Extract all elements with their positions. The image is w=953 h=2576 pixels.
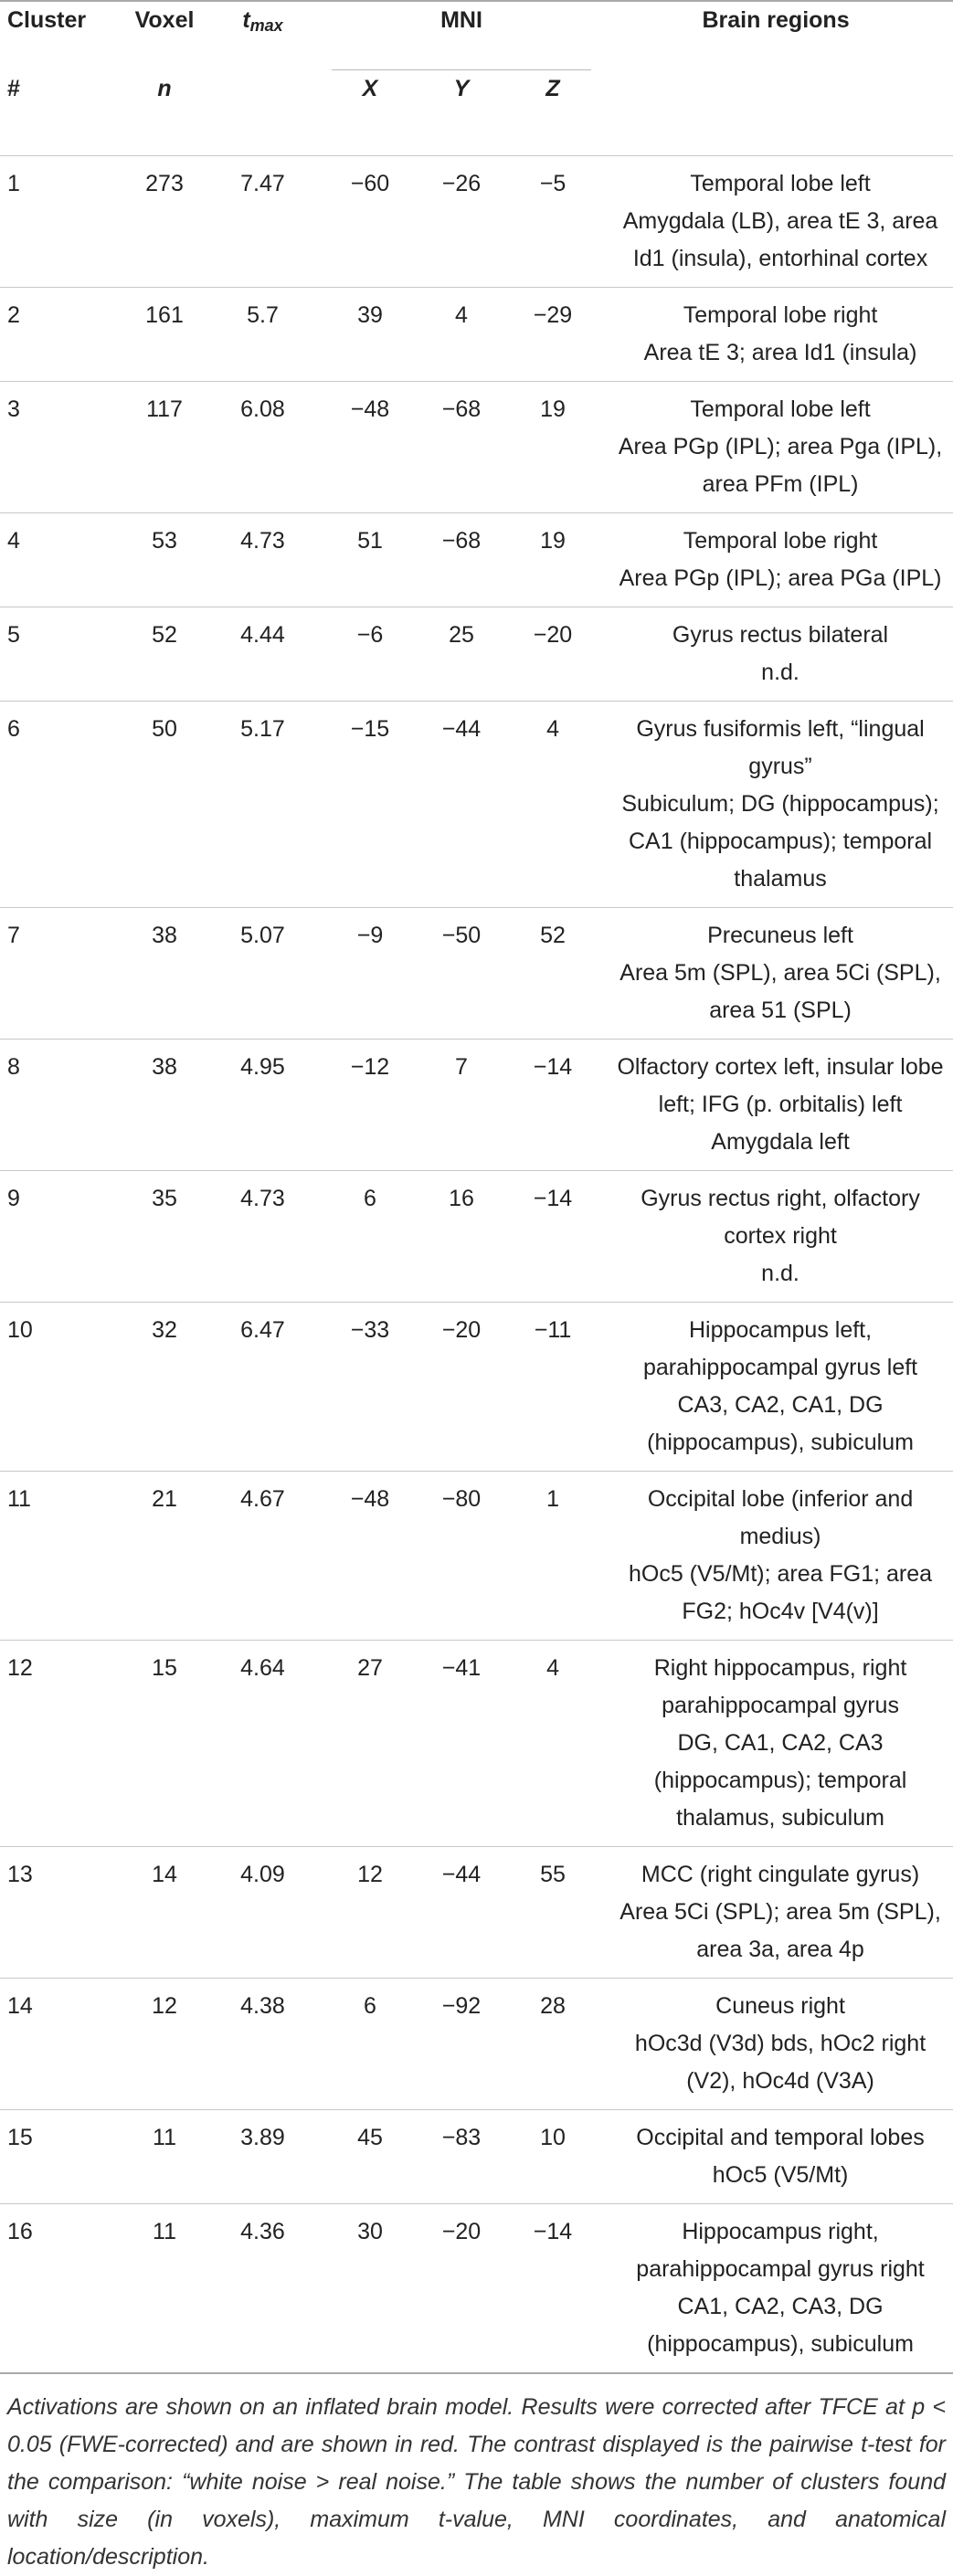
cell-cluster: 11 <box>0 1472 128 1641</box>
table-header <box>0 1 953 156</box>
cell-cluster: 14 <box>0 1979 128 2110</box>
region-primary: Temporal lobe right <box>683 528 878 554</box>
table-row <box>0 908 953 1040</box>
cell-brain-regions <box>598 1979 953 2110</box>
cell-brain-regions <box>598 1641 953 1847</box>
cell-brain-regions <box>598 908 953 1040</box>
table-footnote: Activations are shown on an inflated brain model. Results were corrected after TFCE at p < 0.05 (FWE-corrected) and are shown in red. The contrast displayed is the pairwise t-test for the comparison: “white noise > real noise.” The table shows the number of clusters found with size (in voxels), maximum t-value, MNI coordinates, and anatomical location/description. <box>7 2394 946 2570</box>
cell-tmax: 6.47 <box>201 1303 324 1472</box>
cell-y: −83 <box>416 2110 507 2204</box>
region-primary: Precuneus left <box>707 923 853 948</box>
cell-z: 19 <box>507 382 598 513</box>
cell-y: −20 <box>416 2204 507 2374</box>
cell-z: 28 <box>507 1979 598 2110</box>
cell-x: −6 <box>324 607 416 702</box>
cell-cluster: 8 <box>0 1040 128 1171</box>
cell-z: 4 <box>507 1641 598 1847</box>
cell-voxel: 38 <box>128 1040 201 1171</box>
header-empty <box>201 70 324 156</box>
cell-cluster: 10 <box>0 1303 128 1472</box>
region-detail: CA3, CA2, CA1, DG (hippocampus), subiculum <box>647 1392 914 1455</box>
cell-tmax: 4.67 <box>201 1472 324 1641</box>
region-detail: Area 5Ci (SPL); area 5m (SPL), area 3a, area 4p <box>619 1899 941 1962</box>
cell-tmax: 3.89 <box>201 2110 324 2204</box>
cell-tmax: 4.36 <box>201 2204 324 2374</box>
cell-y: −80 <box>416 1472 507 1641</box>
cell-tmax: 5.17 <box>201 702 324 908</box>
cell-cluster: 7 <box>0 908 128 1040</box>
region-primary: Gyrus fusiformis left, “lingual gyrus” <box>636 716 925 779</box>
header-t-sub: max <box>249 16 283 35</box>
cell-tmax: 5.7 <box>201 288 324 382</box>
table-row <box>0 1979 953 2110</box>
region-detail: Amygdala left <box>711 1129 850 1155</box>
table-row <box>0 156 953 288</box>
cell-tmax: 4.09 <box>201 1847 324 1979</box>
cell-x: 45 <box>324 2110 416 2204</box>
cell-brain-regions <box>598 1847 953 1979</box>
cell-z: −5 <box>507 156 598 288</box>
header-z: Z <box>545 76 560 101</box>
cell-tmax: 5.07 <box>201 908 324 1040</box>
region-primary: Right hippocampus, right parahippocampal gyrus <box>653 1655 907 1718</box>
cell-y: −41 <box>416 1641 507 1847</box>
region-detail: Area 5m (SPL), area 5Ci (SPL), area 51 (SPL) <box>619 960 941 1023</box>
cell-y: −50 <box>416 908 507 1040</box>
cell-z: 10 <box>507 2110 598 2204</box>
cell-voxel: 11 <box>128 2110 201 2204</box>
table-body <box>0 156 953 2374</box>
region-primary: Gyrus rectus right, olfactory cortex right <box>641 1186 920 1249</box>
table-row <box>0 1040 953 1171</box>
cell-z: 55 <box>507 1847 598 1979</box>
region-primary: Hippocampus right, parahippocampal gyrus right <box>636 2219 925 2282</box>
table-row <box>0 607 953 702</box>
region-detail: Amygdala (LB), area tE 3, area Id1 (insula), entorhinal cortex <box>622 208 938 271</box>
cell-brain-regions <box>598 702 953 908</box>
region-detail: hOc3d (V3d) bds, hOc2 right (V2), hOc4d (V3A) <box>634 2031 927 2094</box>
cell-z: 4 <box>507 702 598 908</box>
region-detail: n.d. <box>761 660 799 685</box>
cell-z: 52 <box>507 908 598 1040</box>
region-primary: Occipital lobe (inferior and medius) <box>647 1486 914 1549</box>
header-x: X <box>362 76 378 101</box>
table-row <box>0 1472 953 1641</box>
cell-cluster: 9 <box>0 1171 128 1303</box>
region-primary: Cuneus right <box>715 1993 845 2019</box>
cell-z: 1 <box>507 1472 598 1641</box>
cell-x: 27 <box>324 1641 416 1847</box>
cell-x: 12 <box>324 1847 416 1979</box>
header-empty-regions <box>598 70 953 156</box>
region-detail: CA1, CA2, CA3, DG (hippocampus), subiculum <box>647 2294 914 2357</box>
cell-voxel: 15 <box>128 1641 201 1847</box>
cell-tmax: 4.44 <box>201 607 324 702</box>
cell-y: 25 <box>416 607 507 702</box>
cell-brain-regions <box>598 156 953 288</box>
cell-cluster: 3 <box>0 382 128 513</box>
header-n: n <box>157 76 172 101</box>
region-detail: n.d. <box>761 1261 799 1286</box>
cell-voxel: 12 <box>128 1979 201 2110</box>
header-mni: MNI <box>324 1 598 70</box>
cell-tmax: 4.73 <box>201 1171 324 1303</box>
cell-cluster: 5 <box>0 607 128 702</box>
cell-x: −15 <box>324 702 416 908</box>
cell-voxel: 53 <box>128 513 201 607</box>
cell-y: −92 <box>416 1979 507 2110</box>
table-row <box>0 1847 953 1979</box>
table-row <box>0 288 953 382</box>
cell-tmax: 4.73 <box>201 513 324 607</box>
cell-y: −20 <box>416 1303 507 1472</box>
cell-x: −12 <box>324 1040 416 1171</box>
header-voxel: Voxel <box>128 1 201 70</box>
header-brain-regions: Brain regions <box>598 1 953 70</box>
region-detail: DG, CA1, CA2, CA3 (hippocampus); temporal thalamus, subiculum <box>653 1730 907 1831</box>
region-detail: Area PGp (IPL); area PGa (IPL) <box>619 565 942 591</box>
cell-cluster: 12 <box>0 1641 128 1847</box>
cell-voxel: 21 <box>128 1472 201 1641</box>
cell-voxel: 35 <box>128 1171 201 1303</box>
cell-brain-regions <box>598 2110 953 2204</box>
cell-x: −60 <box>324 156 416 288</box>
cell-tmax: 6.08 <box>201 382 324 513</box>
cell-brain-regions <box>598 382 953 513</box>
table-row <box>0 382 953 513</box>
cell-brain-regions <box>598 2204 953 2374</box>
cell-cluster: 15 <box>0 2110 128 2204</box>
cell-y: −44 <box>416 702 507 908</box>
cell-voxel: 117 <box>128 382 201 513</box>
region-primary: Hippocampus left, parahippocampal gyrus left <box>642 1317 918 1380</box>
cell-x: 30 <box>324 2204 416 2374</box>
cell-x: −33 <box>324 1303 416 1472</box>
region-primary: Olfactory cortex left, insular lobe left; IFG (p. orbitalis) left <box>617 1054 944 1117</box>
cell-cluster: 1 <box>0 156 128 288</box>
cell-voxel: 32 <box>128 1303 201 1472</box>
cell-cluster: 2 <box>0 288 128 382</box>
cell-tmax: 4.64 <box>201 1641 324 1847</box>
cell-x: 6 <box>324 1979 416 2110</box>
cell-brain-regions <box>598 1171 953 1303</box>
table-row <box>0 1303 953 1472</box>
cell-cluster: 13 <box>0 1847 128 1979</box>
cell-brain-regions <box>598 513 953 607</box>
region-detail: Area PGp (IPL); area Pga (IPL), area PFm (IPL) <box>618 434 943 497</box>
cell-brain-regions <box>598 607 953 702</box>
cell-tmax: 4.38 <box>201 1979 324 2110</box>
cell-y: −44 <box>416 1847 507 1979</box>
header-t-base: t <box>242 7 250 33</box>
cell-x: −48 <box>324 1472 416 1641</box>
cell-x: 51 <box>324 513 416 607</box>
cell-y: −26 <box>416 156 507 288</box>
region-detail: hOc5 (V5/Mt) <box>712 2162 849 2188</box>
region-detail: Subiculum; DG (hippocampus); CA1 (hippocampus); temporal thalamus <box>621 791 939 892</box>
table-row <box>0 1641 953 1847</box>
region-primary: Temporal lobe right <box>683 302 878 328</box>
cell-x: 39 <box>324 288 416 382</box>
cell-z: −14 <box>507 2204 598 2374</box>
cell-y: −68 <box>416 382 507 513</box>
cell-brain-regions <box>598 1040 953 1171</box>
cell-y: 16 <box>416 1171 507 1303</box>
cell-y: 7 <box>416 1040 507 1171</box>
cell-voxel: 161 <box>128 288 201 382</box>
cell-tmax: 7.47 <box>201 156 324 288</box>
cell-voxel: 273 <box>128 156 201 288</box>
header-y: Y <box>453 76 470 101</box>
cell-y: −68 <box>416 513 507 607</box>
cell-voxel: 38 <box>128 908 201 1040</box>
cell-cluster: 6 <box>0 702 128 908</box>
cell-z: −14 <box>507 1171 598 1303</box>
table-row <box>0 2110 953 2204</box>
cell-voxel: 50 <box>128 702 201 908</box>
table-row <box>0 702 953 908</box>
region-primary: Gyrus rectus bilateral <box>672 622 889 648</box>
region-detail: hOc5 (V5/Mt); area FG1; area FG2; hOc4v [V4(v)] <box>628 1561 933 1624</box>
cell-voxel: 11 <box>128 2204 201 2374</box>
cell-y: 4 <box>416 288 507 382</box>
cell-x: −9 <box>324 908 416 1040</box>
cell-x: −48 <box>324 382 416 513</box>
region-detail: Area tE 3; area Id1 (insula) <box>643 340 917 365</box>
cell-z: −14 <box>507 1040 598 1171</box>
cell-cluster: 4 <box>0 513 128 607</box>
table-row <box>0 1171 953 1303</box>
cell-cluster: 16 <box>0 2204 128 2374</box>
cell-brain-regions <box>598 1303 953 1472</box>
cell-z: −11 <box>507 1303 598 1472</box>
table-row <box>0 2204 953 2374</box>
cell-voxel: 14 <box>128 1847 201 1979</box>
region-primary: MCC (right cingulate gyrus) <box>641 1862 920 1887</box>
region-primary: Occipital and temporal lobes <box>636 2125 925 2150</box>
cell-brain-regions <box>598 1472 953 1641</box>
cell-z: −29 <box>507 288 598 382</box>
header-hash: # <box>7 76 20 101</box>
cell-brain-regions <box>598 288 953 382</box>
cell-tmax: 4.95 <box>201 1040 324 1171</box>
header-cluster: Cluster <box>0 1 128 70</box>
region-primary: Temporal lobe left <box>690 171 871 196</box>
cell-z: −20 <box>507 607 598 702</box>
cell-x: 6 <box>324 1171 416 1303</box>
region-primary: Temporal lobe left <box>690 396 871 422</box>
table-row <box>0 513 953 607</box>
header-tmax <box>201 1 324 70</box>
cell-voxel: 52 <box>128 607 201 702</box>
cell-z: 19 <box>507 513 598 607</box>
